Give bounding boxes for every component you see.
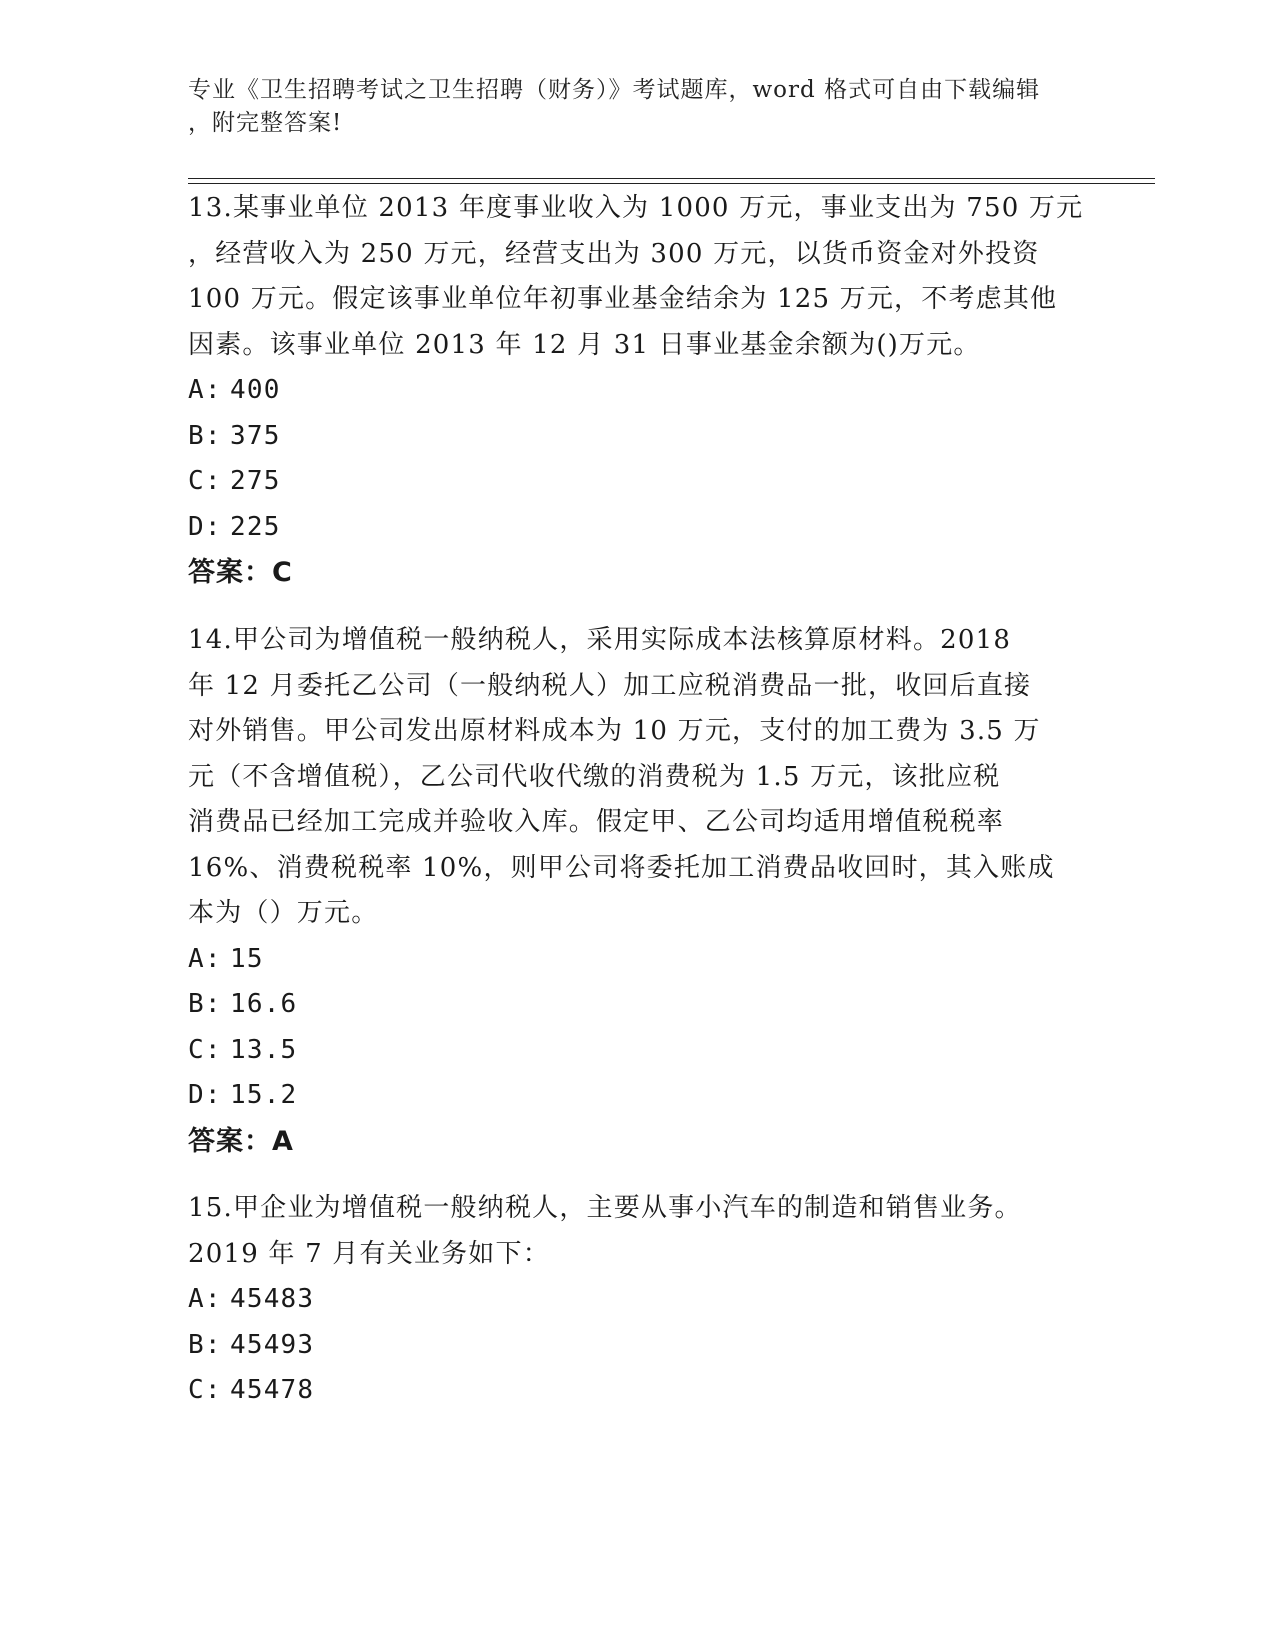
- option-c: C: 45478: [188, 1375, 315, 1405]
- question-15: [188, 1186, 1088, 1414]
- option-c: C: 13.5: [188, 1034, 298, 1065]
- option-a: A: 45483: [188, 1284, 315, 1314]
- question-stem-line: 15.甲企业为增值税一般纳税人，主要从事小汽车的制造和销售业务。: [188, 1193, 1022, 1223]
- question-stem-line: 2019 年 7 月有关业务如下：: [188, 1238, 550, 1269]
- option-d: D: 225: [188, 511, 281, 542]
- question-stem-line: 本为（）万元。: [188, 898, 379, 928]
- question-14: [188, 618, 1088, 1165]
- question-stem-line: 年 12 月委托乙公司（一般纳税人）加工应税消费品一批，收回后直接: [188, 670, 1032, 701]
- option-b: B: 45493: [188, 1329, 315, 1360]
- option-b: B: 16.6: [188, 989, 298, 1019]
- document-header: [188, 74, 1068, 140]
- question-stem-line: 13.某事业单位 2013 年度事业收入为 1000 万元，事业支出为 750 万元: [188, 193, 1084, 223]
- question-stem-line: 14.甲公司为增值税一般纳税人，采用实际成本法核算原材料。2018: [188, 625, 1012, 655]
- option-d: D: 15.2: [188, 1080, 298, 1110]
- question-stem-line: 元（不含增值税），乙公司代收代缴的消费税为 1.5 万元，该批应税: [188, 761, 1001, 792]
- question-stem-line: ，经营收入为 250 万元，经营支出为 300 万元，以货币资金对外投资: [188, 238, 1040, 269]
- question-stem-line: 因素。该事业单位 2013 年 12 月 31 日事业基金余额为()万元。: [188, 329, 981, 360]
- option-a: A: 15: [188, 943, 264, 974]
- answer-text: 答案：A: [188, 1125, 294, 1157]
- header-line-1: 专业《卫生招聘考试之卫生招聘（财务）》考试题库，word 格式可自由下载编辑: [188, 77, 1041, 103]
- header-line-2: ，附完整答案!: [188, 110, 343, 136]
- question-stem-line: 对外销售。甲公司发出原材料成本为 10 万元，支付的加工费为 3.5 万: [188, 716, 1041, 746]
- question-13: [188, 186, 1088, 596]
- answer-text: 答案：C: [188, 557, 293, 588]
- header-rule-bottom: [188, 183, 1155, 184]
- option-a: A: 400: [188, 375, 281, 405]
- header-rule-top: [188, 178, 1155, 179]
- question-stem-line: 消费品已经加工完成并验收入库。假定甲、乙公司均适用增值税税率: [188, 807, 1005, 837]
- question-stem-line: 16%、消费税税率 10%，则甲公司将委托加工消费品收回时，其入账成: [188, 852, 1055, 883]
- option-c: C: 275: [188, 466, 281, 496]
- option-b: B: 375: [188, 420, 281, 451]
- question-stem-line: 100 万元。假定该事业单位年初事业基金结余为 125 万元，不考虑其他: [188, 284, 1058, 314]
